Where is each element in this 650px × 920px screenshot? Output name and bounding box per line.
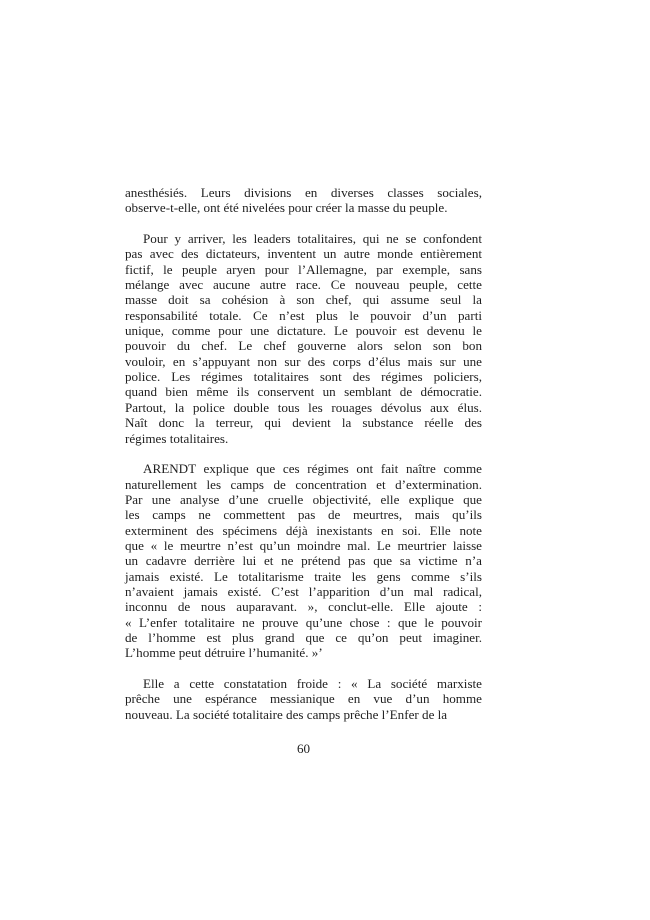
- text-line: Naît donc la terreur, qui devient la substance réelle des: [125, 415, 482, 431]
- paragraph: [125, 461, 482, 660]
- text-line: jamais existé. Le totalitarisme traite les gens comme s’ils: [125, 568, 482, 584]
- text-line: police. Les régimes totalitaires sont des régimes policiers,: [125, 369, 482, 385]
- text-line: Elle a cette constatation froide : « La société marxiste: [143, 676, 482, 691]
- text-line: fictif, le peuple aryen pour l’Allemagne, par exemple, sans: [125, 261, 482, 277]
- text-line: L’homme peut détruire l’humanité. »’: [125, 645, 323, 661]
- text-line: exterminent des spécimens déjà inexistants en soi. Elle note: [125, 522, 482, 538]
- text-line: ARENDT explique que ces régimes ont fait naître comme: [143, 461, 482, 477]
- text-line: les camps ne commettent pas de meurtres, mais qu’ils: [125, 507, 482, 523]
- text-line: masse doit sa cohésion à son chef, qui assume seul la: [125, 292, 482, 308]
- text-line: observe-t-elle, ont été nivelées pour créer la masse du peuple.: [125, 200, 448, 216]
- text-line: quand bien même ils conservent un semblant de démocratie.: [125, 384, 482, 400]
- text-line: régimes totalitaires.: [125, 430, 229, 446]
- text-line: de l’homme est plus grand que ce qu’on peut imaginer.: [125, 629, 482, 645]
- text-line: « L’enfer totalitaire ne prouve qu’une chose : que le pouvoir: [125, 614, 482, 630]
- text-line: Partout, la police double tous les rouages dévolus aux élus.: [125, 399, 482, 415]
- paragraph: [125, 231, 482, 446]
- body-text: [125, 185, 482, 722]
- text-line: un cadavre derrière lui et ne prétend pas que sa victime n’a: [125, 553, 482, 569]
- text-line: responsabilité totale. Ce n’est plus le pouvoir d’un parti: [125, 307, 482, 323]
- text-line: vouloir, en s’appuyant non sur des corps d’élus mais sur une: [125, 353, 482, 369]
- page-number: 60: [296, 741, 311, 756]
- text-line: n’avaient jamais existé. C’est l’apparition d’un mal radical,: [125, 583, 482, 599]
- text-line: nouveau. La société totalitaire des camps prêche l’Enfer de la: [125, 706, 448, 722]
- text-line: que « le meurtre n’est qu’un moindre mal. Le meurtrier laisse: [125, 537, 482, 553]
- text-line: mélange avec aucune autre race. Ce nouveau peuple, cette: [125, 277, 482, 293]
- text-line: inconnu de nous auparavant. », conclut-elle. Elle ajoute :: [125, 599, 482, 615]
- text-line: prêche une espérance messianique en vue d’un homme: [125, 691, 482, 707]
- text-line: unique, comme pour une dictature. Le pouvoir est devenu le: [125, 323, 482, 339]
- text-line: Pour y arriver, les leaders totalitaires, qui ne se confondent: [143, 231, 482, 247]
- paragraph: [125, 185, 482, 216]
- text-line: Par une analyse d’une cruelle objectivité, elle explique que: [125, 491, 482, 507]
- text-line: pas avec des dictateurs, inventent un autre monde entièrement: [125, 246, 482, 262]
- text-line: anesthésiés. Leurs divisions en diverses classes sociales,: [125, 185, 482, 200]
- text-line: pouvoir du chef. Le chef gouverne alors selon son bon: [125, 338, 482, 354]
- paragraph: [125, 676, 482, 722]
- text-line: naturellement les camps de concentration et d’extermination.: [125, 476, 482, 492]
